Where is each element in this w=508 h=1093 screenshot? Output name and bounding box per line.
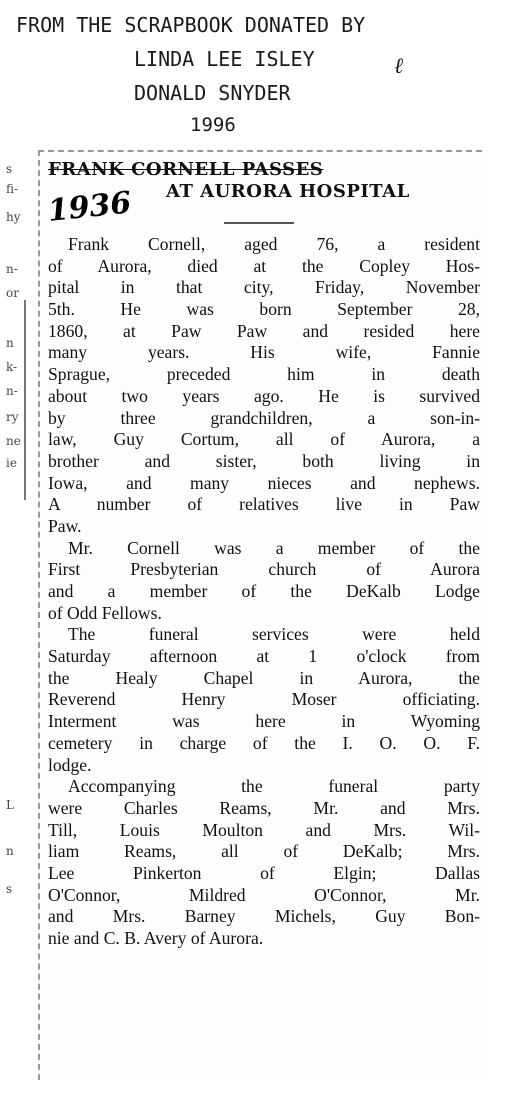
newspaper-clipping: [38, 150, 482, 1080]
article-line: 1860, at Paw Paw and resided here: [48, 320, 480, 341]
article-line: cemetery in charge of the I. O. O. F.: [48, 732, 480, 753]
article-line: law, Guy Cortum, all of Aurora, a: [48, 429, 480, 450]
article-line: and Mrs. Barney Michels, Guy Bon-: [48, 906, 480, 927]
article-line: O'Connor, Mildred O'Connor, Mr.: [48, 884, 480, 905]
header-line-3: DONALD SNYDER: [134, 81, 291, 105]
article-line: brother and sister, both living in: [48, 450, 480, 471]
article-line: Reverend Henry Moser officiating.: [48, 689, 480, 710]
article-line: many years. His wife, Fannie: [48, 342, 480, 363]
article-line: were Charles Reams, Mr. and Mrs.: [48, 797, 480, 818]
margin-fragment: n-: [6, 384, 18, 398]
article-line: Frank Cornell, aged 76, a resident: [68, 234, 480, 254]
column-divider: [24, 300, 26, 500]
margin-fragment: s: [6, 162, 13, 176]
headline-line-1: FRANK CORNELL PASSES: [48, 159, 324, 180]
header-line-1: FROM THE SCRAPBOOK DONATED BY: [16, 13, 366, 37]
margin-fragment: k-: [6, 360, 18, 374]
margin-fragment: n: [6, 336, 14, 350]
margin-fragment: ie: [6, 456, 17, 470]
margin-fragment: ry: [6, 410, 19, 424]
headline-rule: [224, 222, 294, 224]
article-line: by three grandchildren, a son-in-: [48, 407, 480, 428]
article-line: Interment was here in Wyoming: [48, 711, 480, 732]
margin-fragment: n-: [6, 262, 18, 276]
article-line: of Odd Fellows.: [48, 602, 162, 623]
adjacent-column-fragments: [0, 152, 30, 896]
article-line: Mr. Cornell was a member of the: [68, 537, 480, 558]
article-line: Till, Louis Moulton and Mrs. Wil-: [48, 819, 480, 840]
article-line: Saturday afternoon at 1 o'clock from: [48, 646, 480, 667]
margin-fragment: n: [6, 844, 14, 858]
article-line: First Presbyterian church of Aurora: [48, 559, 480, 580]
handwritten-mark: ℓ: [394, 54, 404, 79]
article-line: Iowa, and many nieces and nephews.: [48, 472, 480, 493]
margin-fragment: hy: [6, 210, 21, 224]
article-line: of Aurora, died at the Copley Hos-: [48, 255, 480, 276]
article-line: Paw.: [48, 515, 82, 536]
margin-fragment: fi-: [6, 182, 19, 196]
margin-fragment: L: [6, 798, 14, 812]
margin-fragment: s: [6, 882, 13, 896]
article-line: and a member of the DeKalb Lodge: [48, 581, 480, 601]
article-line: Sprague, preceded him in death: [48, 364, 480, 385]
article-line: The funeral services were held: [68, 624, 480, 645]
article-line: pital in that city, Friday, November: [48, 277, 480, 298]
handwritten-year: 1936: [46, 185, 133, 229]
margin-fragment: ne: [6, 434, 21, 448]
article-line: lodge.: [48, 754, 92, 775]
article-line: the Healy Chapel in Aurora, the: [48, 667, 480, 688]
article-line: nie and C. B. Avery of Aurora.: [48, 928, 264, 948]
article-line: Accompanying the funeral party: [68, 776, 480, 797]
article-line: about two years ago. He is survived: [48, 385, 480, 406]
margin-fragment: or: [6, 286, 19, 300]
article-line: liam Reams, all of DeKalb; Mrs.: [48, 841, 480, 862]
header-year: 1996: [190, 114, 236, 136]
article-body: [48, 234, 480, 950]
article-line: A number of relatives live in Paw: [48, 494, 480, 515]
article-line: 5th. He was born September 28,: [48, 299, 480, 320]
article-line: Lee Pinkerton of Elgin; Dallas: [48, 862, 480, 883]
headline-line-2: AT AURORA HOSPITAL: [166, 181, 410, 202]
header-line-2: LINDA LEE ISLEY: [134, 47, 315, 71]
